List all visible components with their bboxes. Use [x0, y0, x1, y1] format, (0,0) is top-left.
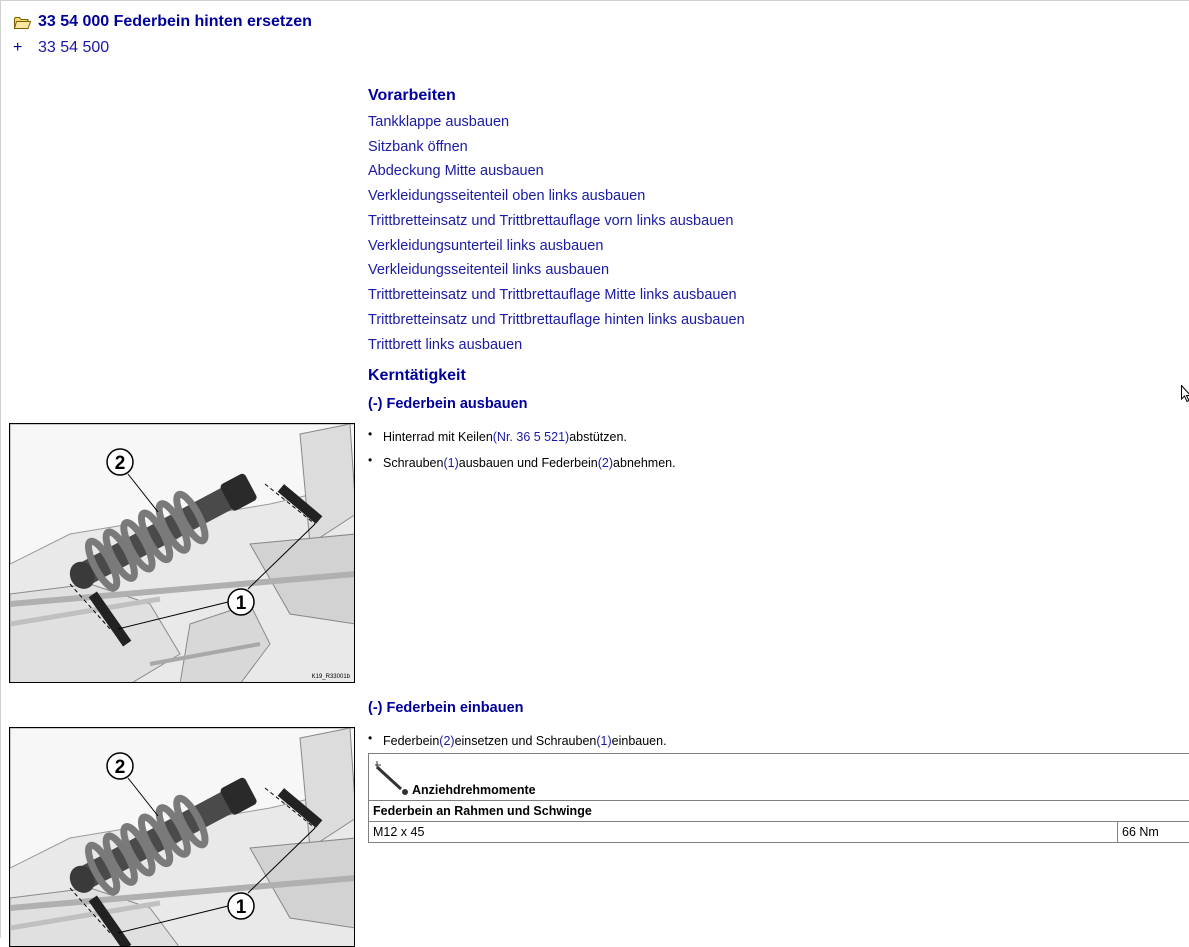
step-text: einbauen. — [612, 734, 667, 748]
vorarbeit-link[interactable]: Verkleidungsunterteil links ausbauen — [368, 238, 603, 254]
vorarbeiten-heading: Vorarbeiten — [368, 87, 456, 105]
bullet: • — [368, 731, 383, 745]
callout-1-label: 1 — [236, 593, 247, 614]
title-row — [14, 12, 312, 32]
illustration-einbauen — [9, 727, 355, 947]
vorarbeit-link[interactable]: Verkleidungsseitenteil oben links ausbauen — [368, 188, 645, 204]
expand-plus[interactable]: + — [13, 39, 38, 57]
vorarbeit-link[interactable]: Verkleidungsseitenteil links ausbauen — [368, 262, 609, 278]
torque-group: Federbein an Rahmen und Schwinge — [369, 801, 1189, 822]
ref-link[interactable]: (1) — [596, 734, 611, 748]
callout-2-label: 2 — [115, 757, 126, 778]
vorarbeit-link[interactable]: Abdeckung Mitte ausbauen — [368, 163, 544, 179]
image-code: K19_R33001b — [312, 674, 351, 680]
sub-link-row — [13, 39, 109, 57]
vorarbeit-link[interactable]: Tankklappe ausbauen — [368, 114, 509, 130]
ausbauen-heading: (-) Federbein ausbauen — [368, 396, 528, 412]
step-item — [368, 430, 627, 444]
ref-link[interactable]: (2) — [598, 456, 613, 470]
torque-table — [368, 753, 1189, 843]
vorarbeit-link[interactable]: Sitzbank öffnen — [368, 139, 468, 155]
vorarbeit-link[interactable]: Trittbrett links ausbauen — [368, 337, 522, 353]
step-text: abnehmen. — [613, 456, 676, 470]
table-row — [369, 822, 1189, 843]
page-title: 33 54 000 Federbein hinten ersetzen — [38, 13, 312, 31]
torque-heading: Anziehdrehmomente — [412, 783, 536, 797]
callout-1-label: 1 — [236, 897, 247, 918]
torque-wrench-icon — [373, 759, 411, 797]
einbauen-heading: (-) Federbein einbauen — [368, 700, 524, 716]
torque-spec: M12 x 45 — [369, 822, 1118, 843]
kerntaetigkeit-heading: Kerntätigkeit — [368, 367, 466, 385]
callout-2-label: 2 — [115, 453, 126, 474]
step-text: ausbauen und Federbein — [459, 456, 598, 470]
vorarbeit-link[interactable]: Trittbretteinsatz und Trittbrettauflage vorn links ausbauen — [368, 213, 733, 229]
torque-value: 66 Nm — [1118, 822, 1189, 843]
step-text: Federbein — [383, 734, 439, 748]
torque-header-cell — [369, 754, 1189, 801]
ref-link[interactable]: (2) — [439, 734, 454, 748]
vorarbeit-link[interactable]: Trittbretteinsatz und Trittbrettauflage hinten links ausbauen — [368, 312, 745, 328]
mouse-cursor-icon — [1181, 385, 1189, 408]
step-text: Hinterrad mit Keilen — [383, 430, 493, 444]
bullet: • — [368, 427, 383, 441]
sub-link[interactable]: 33 54 500 — [38, 39, 109, 57]
step-item — [368, 456, 676, 470]
tool-ref-link[interactable]: (Nr. 36 5 521) — [493, 430, 569, 444]
step-text: abstützen. — [569, 430, 627, 444]
folder-open-icon — [14, 16, 31, 28]
ref-link[interactable]: (1) — [443, 456, 458, 470]
bullet: • — [368, 453, 383, 467]
step-item — [368, 734, 667, 748]
step-text: Schrauben — [383, 456, 443, 470]
vorarbeit-link[interactable]: Trittbretteinsatz und Trittbrettauflage Mitte links ausbauen — [368, 287, 737, 303]
step-text: einsetzen und Schrauben — [455, 734, 597, 748]
illustration-ausbauen — [9, 423, 355, 683]
